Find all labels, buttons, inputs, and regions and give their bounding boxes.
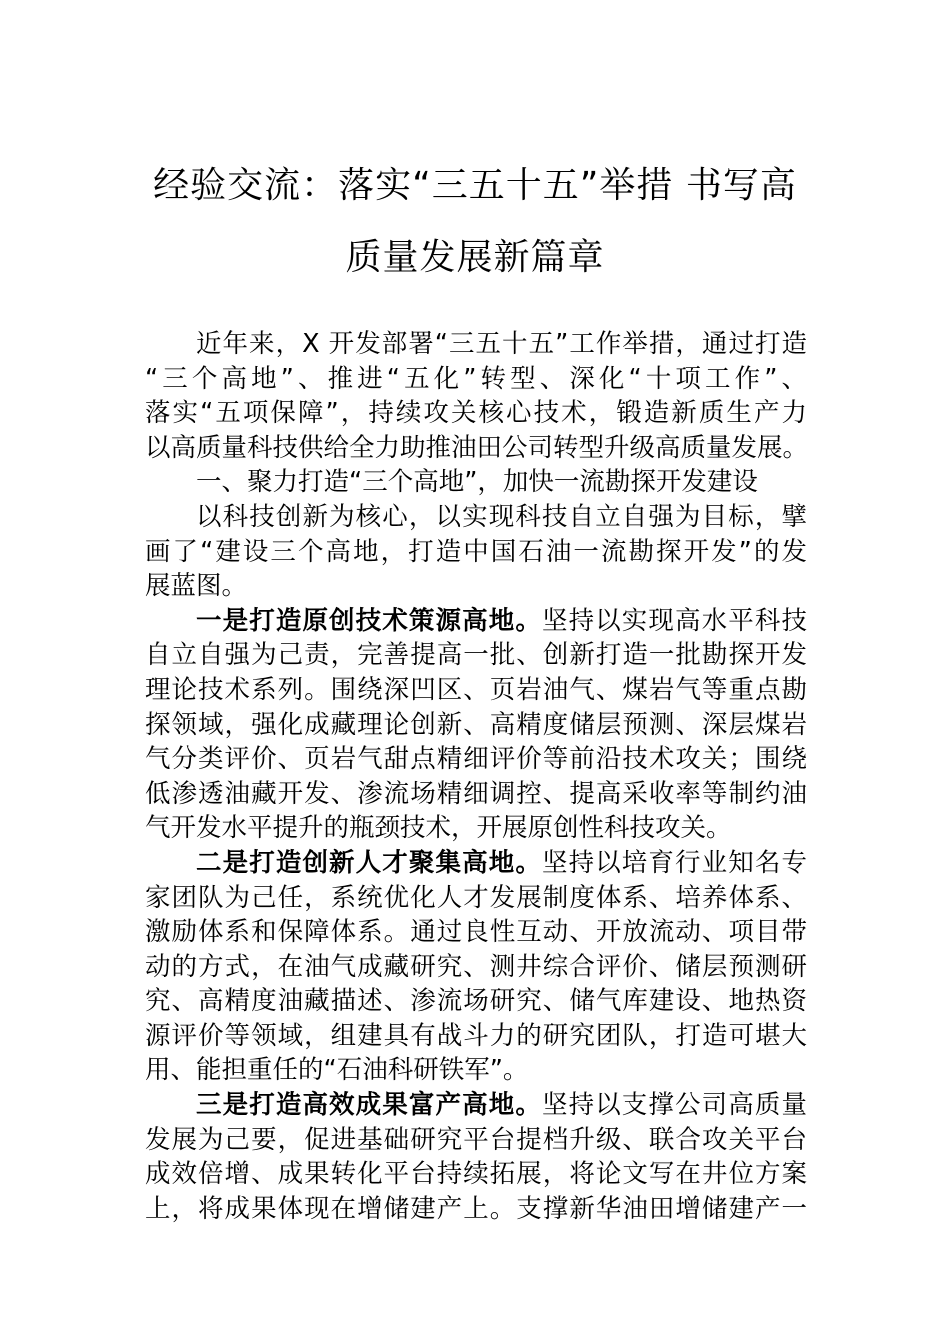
paragraph-highland-3 [145, 1088, 807, 1226]
section-heading-text: 一、聚力打造“三个高地”，加快一流勘探开发建设 [196, 467, 758, 498]
paragraph-line: 探领域，强化成藏理论创新、高精度储层预测、深层煤岩 [145, 709, 807, 740]
paragraph-line: 展蓝图。 [145, 571, 248, 602]
paragraph-line: “三个高地”、推进“五化”转型、深化“十项工作”、 [145, 363, 807, 394]
paragraph-line-text: 坚持以实现高水平科技 [541, 605, 807, 636]
paragraph-line: 低渗透油藏开发、渗流场精细调控、提高采收率等制约油 [145, 778, 807, 809]
paragraph-line: 落实“五项保障”，持续攻关核心技术，锻造新质生产力 [145, 398, 807, 429]
document-title-line-2: 质量发展新篇章 [345, 237, 605, 278]
paragraph-line: 以高质量科技供给全力助推油田公司转型升级高质量发展。 [145, 432, 809, 463]
paragraph-line: 发展为己要，促进基础研究平台提档升级、联合攻关平台 [145, 1124, 807, 1155]
paragraph-lead: 三是打造高效成果富产高地。 [196, 1090, 542, 1121]
document-body [145, 327, 807, 1226]
paragraph-line: 近年来，X 开发部署“三五十五”工作举措，通过打造 [196, 329, 807, 359]
paragraph-line-text: 坚持以支撑公司高质量 [541, 1090, 807, 1121]
paragraph-highland-1 [145, 604, 807, 846]
document-title-line-1: 经验交流：落实“三五十五”举措 书写高 [153, 165, 797, 206]
paragraph-lead: 一是打造原创技术策源高地。 [196, 605, 542, 636]
paragraph-line-text: 坚持以培育行业知名专 [541, 847, 807, 878]
paragraph-line [145, 604, 807, 639]
paragraph-line: 气开发水平提升的瓶颈技术，开展原创性科技攻关。 [145, 813, 732, 844]
paragraph-blueprint [145, 500, 807, 604]
paragraph-line: 画了“建设三个高地，打造中国石油一流勘探开发”的发 [145, 536, 807, 567]
paragraph-line: 上，将成果体现在增储建产上。支撑新华油田增储建产一 [145, 1193, 807, 1224]
paragraph-line: 源评价等领域，组建具有战斗力的研究团队，打造可堪大 [145, 1020, 807, 1051]
paragraph-line: 成效倍增、成果转化平台持续拓展，将论文写在井位方案 [145, 1159, 807, 1190]
paragraph-line [145, 1088, 807, 1123]
paragraph-line: 动的方式，在油气成藏研究、测井综合评价、储层预测研 [145, 951, 807, 982]
paragraph-line: 以科技创新为核心，以实现科技自立自强为目标，擘 [196, 501, 807, 532]
paragraph-line [145, 846, 807, 881]
paragraph-intro [145, 327, 807, 465]
paragraph-line: 理论技术系列。围绕深凹区、页岩油气、煤岩气等重点勘 [145, 674, 807, 705]
paragraph-highland-2 [145, 846, 807, 1088]
paragraph-line: 自立自强为己责，完善提高一批、创新打造一批勘探开发 [145, 640, 807, 671]
paragraph-line: 用、能担重任的“石油科研铁军”。 [145, 1055, 529, 1086]
paragraph-line: 家团队为己任，系统优化人才发展制度体系、培养体系、 [145, 882, 807, 913]
paragraph-line: 究、高精度油藏描述、渗流场研究、储气库建设、地热资 [145, 986, 807, 1017]
paragraph-lead: 二是打造创新人才聚集高地。 [196, 847, 542, 878]
section-heading [145, 465, 807, 500]
paragraph-line: 气分类评价、页岩气甜点精细评价等前沿技术攻关；围绕 [145, 744, 807, 775]
paragraph-line: 激励体系和保障体系。通过良性互动、开放流动、项目带 [145, 917, 807, 948]
